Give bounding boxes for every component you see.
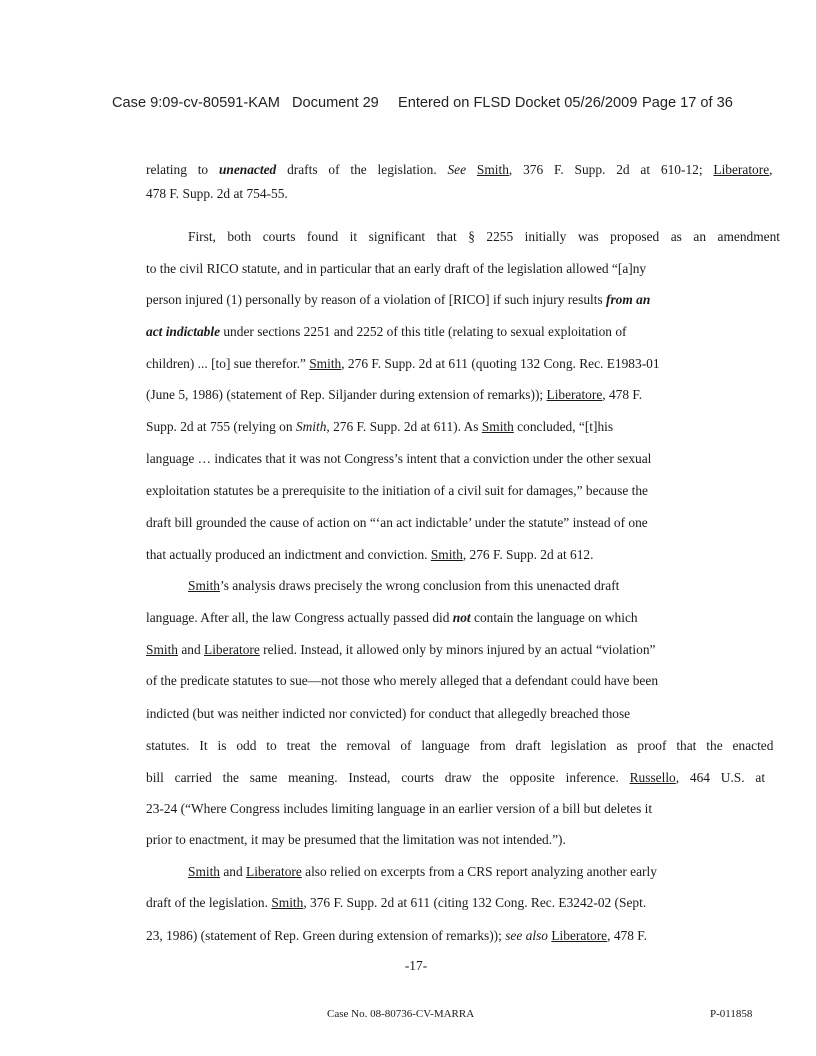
text-line bbox=[188, 229, 780, 245]
text-segment: from an bbox=[606, 292, 651, 307]
text-segment bbox=[466, 162, 477, 177]
text-segment: unenacted bbox=[218, 162, 277, 177]
header-document-number: Document 29 bbox=[292, 95, 379, 111]
text-segment: , 478 F. bbox=[607, 928, 647, 943]
text-segment: , 478 F. bbox=[602, 387, 643, 402]
text-segment: , 376 F. Supp. 2d at 610-12; bbox=[508, 162, 714, 177]
text-segment: relied. Instead, it allowed only by minors injured by an actual “violation” bbox=[259, 642, 656, 657]
text-segment: Russello bbox=[629, 770, 676, 785]
text-line bbox=[146, 419, 613, 435]
text-segment: ’s analysis draws precisely the wrong conclusion from this unenacted draft bbox=[220, 578, 620, 593]
text-segment: Liberatore bbox=[204, 642, 260, 657]
text-segment: exploitation statutes be a prerequisite to the initiation of a civil suit for damages,” because the bbox=[146, 483, 648, 498]
text-line bbox=[146, 770, 765, 786]
text-line bbox=[146, 738, 773, 754]
footer-case-number: Case No. 08-80736-CV-MARRA bbox=[327, 1008, 475, 1020]
text-line bbox=[146, 387, 642, 403]
text-segment: and bbox=[178, 642, 205, 657]
text-line bbox=[146, 261, 646, 277]
text-line bbox=[146, 292, 650, 308]
text-line bbox=[146, 832, 566, 848]
header-case-number: Case 9:09-cv-80591-KAM bbox=[112, 95, 280, 111]
text-line bbox=[146, 706, 630, 722]
text-segment: under sections 2251 and 2252 of this title (relating to sexual exploitation of bbox=[220, 324, 627, 339]
text-line bbox=[146, 801, 652, 817]
text-line bbox=[146, 642, 655, 658]
footer-bates-number: P-011858 bbox=[710, 1008, 753, 1020]
text-line bbox=[146, 451, 651, 467]
text-segment: contain the language on which bbox=[470, 610, 638, 625]
text-segment: First, both courts found it significant that § 2255 initially was proposed as an amendment bbox=[188, 229, 780, 244]
text-segment: , 276 F. Supp. 2d at 612. bbox=[462, 547, 594, 562]
text-segment: statutes. It is odd to treat the removal of language from draft legislation as proof that the enacted bbox=[146, 738, 774, 753]
text-segment: Smith bbox=[309, 356, 342, 371]
text-segment: , 276 F. Supp. 2d at 611). As bbox=[326, 419, 482, 434]
text-line bbox=[188, 578, 619, 594]
text-segment: Smith bbox=[430, 547, 463, 562]
text-segment: language … indicates that it was not Congress’s intent that a conviction under the other sexual bbox=[146, 451, 652, 466]
text-segment: (June 5, 1986) (statement of Rep. Siljander during extension of remarks)); bbox=[146, 387, 547, 402]
text-segment: , 376 F. Supp. 2d at 611 (citing 132 Cong. Rec. E3242-02 (Sept. bbox=[303, 895, 647, 910]
header-page-count: Page 17 of 36 bbox=[642, 95, 733, 111]
text-line bbox=[146, 186, 288, 202]
text-segment: act indictable bbox=[146, 324, 221, 339]
text-segment: Smith bbox=[188, 864, 220, 879]
docket-header bbox=[112, 95, 752, 117]
text-segment: See bbox=[447, 162, 467, 177]
text-segment: Smith bbox=[481, 419, 514, 434]
text-segment: concluded, “[t]his bbox=[513, 419, 614, 434]
text-segment: Smith bbox=[146, 642, 178, 657]
text-segment: Supp. 2d at 755 (relying on bbox=[146, 419, 296, 434]
text-segment: Liberatore bbox=[546, 387, 603, 402]
text-segment: Liberatore bbox=[713, 162, 770, 177]
text-segment: draft bill grounded the cause of action on “‘an act indictable’ under the statute” instead of one bbox=[146, 515, 648, 530]
text-segment: 478 F. Supp. 2d at 754-55. bbox=[146, 186, 288, 201]
text-segment: Smith bbox=[188, 578, 220, 593]
text-segment: that actually produced an indictment and conviction. bbox=[146, 547, 431, 562]
text-segment: , 276 F. Supp. 2d at 611 (quoting 132 Cong. Rec. E1983-01 bbox=[341, 356, 660, 371]
text-segment: children) ... [to] sue therefor.” bbox=[146, 356, 310, 371]
text-line bbox=[146, 547, 593, 563]
text-segment: bill carried the same meaning. Instead, courts draw the opposite inference. bbox=[146, 770, 630, 785]
text-segment: Smith bbox=[271, 895, 304, 910]
page-number: -17- bbox=[404, 958, 428, 973]
text-segment: see also bbox=[505, 928, 548, 943]
text-line bbox=[188, 864, 657, 880]
text-segment: Smith bbox=[476, 162, 509, 177]
text-segment: , 464 U.S. at bbox=[675, 770, 766, 785]
text-segment: language. After all, the law Congress actually passed did bbox=[146, 610, 453, 625]
text-line bbox=[146, 928, 647, 944]
text-segment: Smith bbox=[295, 419, 327, 434]
text-line bbox=[146, 673, 658, 689]
text-segment: also relied on excerpts from a CRS report analyzing another early bbox=[301, 864, 657, 879]
header-docket-entry: Entered on FLSD Docket 05/26/2009 bbox=[398, 95, 638, 111]
text-line bbox=[146, 162, 773, 178]
text-line bbox=[146, 515, 648, 531]
text-segment: relating to bbox=[146, 162, 219, 177]
text-segment: , bbox=[769, 162, 773, 177]
text-segment: of the predicate statutes to sue—not those who merely alleged that a defendant could have been bbox=[146, 673, 659, 688]
text-segment: prior to enactment, it may be presumed that the limitation was not intended.”). bbox=[146, 832, 566, 847]
text-segment: Liberatore bbox=[551, 928, 608, 943]
text-segment: and bbox=[220, 864, 247, 879]
text-segment: 23-24 (“Where Congress includes limiting language in an earlier version of a bill but deletes it bbox=[146, 801, 653, 816]
text-segment: not bbox=[452, 610, 471, 625]
text-segment: person injured (1) personally by reason of a violation of [RICO] if such injury results bbox=[146, 292, 607, 307]
text-segment: draft of the legislation. bbox=[146, 895, 272, 910]
text-line bbox=[146, 483, 648, 499]
text-line bbox=[146, 356, 660, 372]
text-line bbox=[146, 610, 638, 626]
text-segment: drafts of the legislation. bbox=[276, 162, 448, 177]
text-segment: Liberatore bbox=[246, 864, 302, 879]
text-segment: indicted (but was neither indicted nor convicted) for conduct that allegedly breached those bbox=[146, 706, 631, 721]
text-line bbox=[146, 324, 627, 340]
text-line bbox=[146, 895, 646, 911]
text-segment: to the civil RICO statute, and in particular that an early draft of the legislation allowed “[a]ny bbox=[146, 261, 647, 276]
text-segment: 23, 1986) (statement of Rep. Green during extension of remarks)); bbox=[146, 928, 506, 943]
